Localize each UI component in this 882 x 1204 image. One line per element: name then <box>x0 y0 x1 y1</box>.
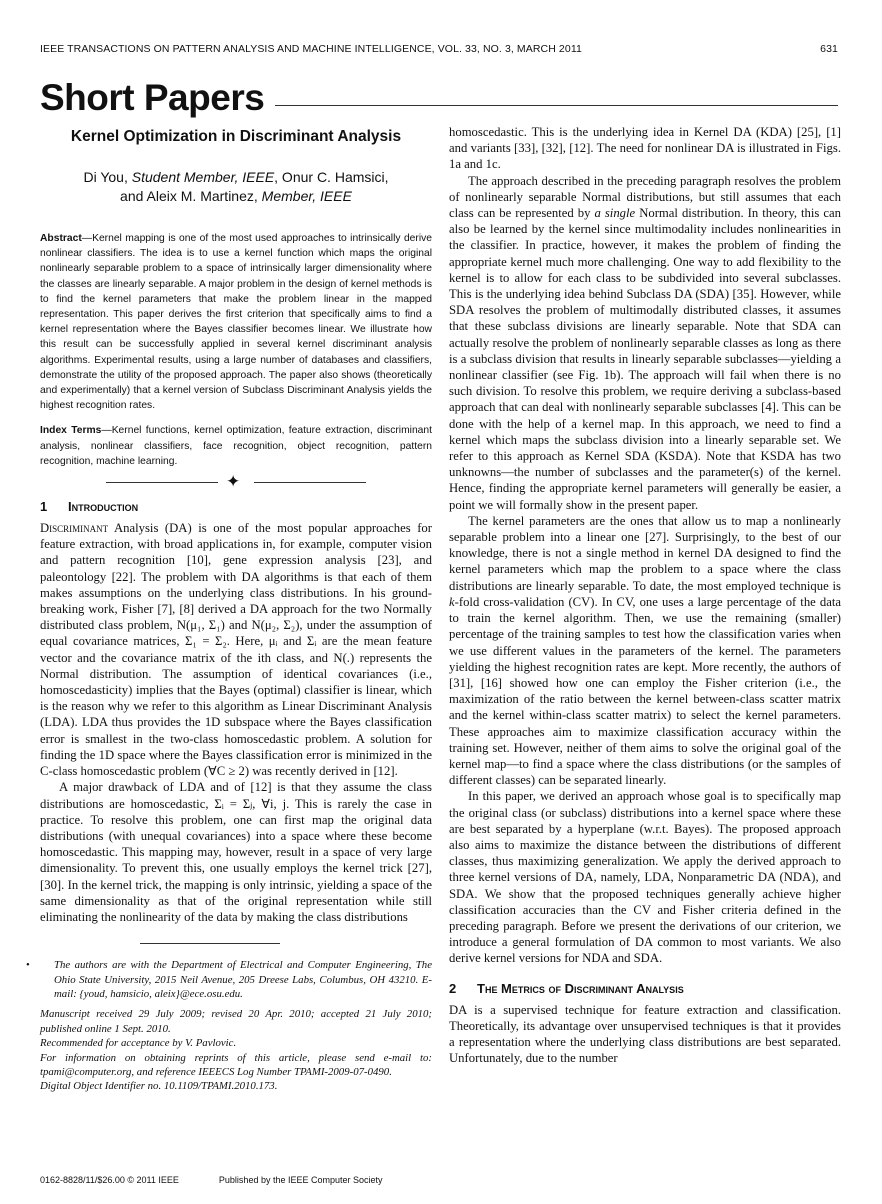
running-header <box>40 43 838 59</box>
page-footer <box>40 1175 423 1185</box>
issn-copyright: 0162-8828/11/$26.00 © 2011 IEEE <box>40 1175 179 1185</box>
index-terms-text: —Kernel functions, kernel optimization, feature extraction, discriminant analysis, nonlinear classifiers, face recognition, object recognition, pattern recognition, machine learning. <box>40 425 432 467</box>
left-column <box>26 124 432 1094</box>
right-column <box>449 124 841 1066</box>
paragraph: homoscedastic. This is the underlying idea in Kernel DA (KDA) [25], [1] and variants [33], [32], [12]. The need for nonlinear DA is illustrated in Figs. 1a and 1c. <box>449 125 841 172</box>
footnote-affiliation: • The authors are with the Department of Electrical and Computer Engineering, The Ohio State University, 2015 Neil Avenue, 205 Dreese Labs, Columbus, OH 43210. E-mail: {youd, hamsicio, aleix}@ece.osu.edu. <box>26 959 432 1000</box>
index-terms <box>40 423 432 469</box>
paragraph: The approach described in the preceding paragraph resolves the problem of nonlinearly separable Normal distributions, but still assumes that each class can be represented by a single Normal distribution. In theory, this can also be learned by the kernel since multimodality includes nonlinearities in the classifier. In practice, however, it makes the problem of finding the appropriate kernel much more challenging. One way to add flexibility to the kernel is to allow for each class to be subdivided into several subclasses. This is the underlying idea behind Subclass DA (SDA) [35]. However, while SDA resolves the problem of multimodally distributed classes, it assumes that these subclass divisions are linearly separable. Note that SDA can actually resolve the problem of nonlinearly separable classes as long as there is a subclass division that results in linearly separable subclasses—yielding a nonlinear classifier (see Fig. 1b). The approach will fail when there is no such division. To resolve this problem, we require deriving a subclass-based approach that can deal with nonlinearly separable subclasses [4]. This can be done with the help of a kernel map. In this approach, we need to find a kernel which maps the subclass division into a linearly separable set. We refer to this approach as Kernel SDA (KSDA). Note that KSDA has two unknowns—the number of subclasses and the parameter(s) of the kernel. Hence, finding the appropriate kernel parameters will generally be easier, a point we will formally show in the present paper. <box>449 173 841 512</box>
section-1-body-left <box>40 520 432 925</box>
footnotes <box>26 958 432 1094</box>
abstract-label: Abstract <box>40 233 82 244</box>
section-1-body-right <box>449 124 841 967</box>
abstract <box>40 231 432 413</box>
diamond-icon: ✦ <box>226 472 241 493</box>
index-terms-label: Index Terms <box>40 425 102 437</box>
paragraph: The kernel parameters are the ones that allow us to map a nonlinearly separable problem into a linear one [27]. Surprisingly, to the best of our knowledge, there is not a single method in kernel DA designed to find the kernel parameters which map the problem to a space where the class distributions are linearly separable. To date, the most employed technique is k-fold cross-validation (CV). In CV, one uses a large percentage of the data to train the kernel algorithm. Then, we use the remaining (smaller) percentage of the training samples to test how the classification varies when we use different values in the parameters of the kernel. The parameters yielding the highest recognition rates are kept. More recently, the authors of [31], [16] showed how one can employ the Fisher criterion (i.e., the maximization of the ratio between the kernel between-class scatter matrix and the kernel within-class scatter matrix) to select the kernel parameters. These approaches aim to maximize classification accuracy within the training set. However, neither of them aims to solve the original goal of the kernel map—to find a space where the class distributions (or the samples of different classes) can be separated linearly. <box>449 513 841 788</box>
footnote-reprints: For information on obtaining reprints of this article, please send e-mail to: tpami@computer.org, and reference IEEECS Log Number TPAMI-2009-07-0490. <box>40 1051 432 1078</box>
section-banner: Short Papers <box>40 77 265 118</box>
section-divider <box>40 472 432 493</box>
paragraph: Discriminant Analysis (DA) is one of the most popular approaches for feature extraction, with broad applications in, for example, computer vision and pattern recognition [10], gene expression analysis [23], and paleontology [22]. The problem with DA algorithms is that each of them makes assumptions on the underlying class distributions. In his ground-breaking work, Fisher [7], [8] derived a DA approach for the two Normally distributed class problem, N(μ₁, Σ₁) and N(μ₂, Σ₂), under the assumption of equal covariance matrices, Σ₁ = Σ₂. Here, μᵢ and Σᵢ are the mean feature vector and the covariance matrix of the ith class, and N(.) represents the Normal distribution. The assumption of identical covariances (i.e., homoscedasticity) implies that the Bayes (optimal) classifier is linear, which is the reason why we refer to this algorithm as Linear Discriminant Analysis (LDA). LDA thus provides the 1D subspace where the Bayes classification error is smallest in the two-class homoscedastic problem. A solution for finding the 1D space where the Bayes classification error is minimized in the C-class homoscedastic problem (∀C ≥ 2) was recently derived in [12]. <box>40 521 432 779</box>
section-1-heading: 1 Introduction <box>40 499 139 515</box>
banner-rule <box>275 105 838 106</box>
journal-header: IEEE TRANSACTIONS ON PATTERN ANALYSIS AND MACHINE INTELLIGENCE, VOL. 33, NO. 3, MARCH 2011 <box>40 43 582 55</box>
authors: Di You, Student Member, IEEE, Onur C. Hamsici, and Aleix M. Martinez, Member, IEEE <box>83 169 389 204</box>
paragraph: In this paper, we derived an approach whose goal is to specifically map the original class (or subclass) distributions into a kernel space where these are best separated by a hyperplane (w.r.t. Bayes). The proposed approach also aims to maximize the distance between the distributions of different classes, thus maximizing generalization. We apply the derived approach to three kernel versions of DA, namely, LDA, Nonparametric DA (NDA), and SDA. We show that the proposed techniques generally achieve higher classification accuracies than the CV and Fisher criteria defined in the preceding paragraph. Before we present the derivations of our criterion, we introduce a general formulation of DA common to most variants. We also derive kernel versions for NDA and SDA. <box>449 789 841 966</box>
abstract-text: —Kernel mapping is one of the most used approaches to intrinsically derive nonlinear classifiers. The idea is to use a kernel function which maps the original nonlinearly separable problem to a space of intrinsically larger dimensionality where the classes are linearly separable. A major problem in the design of kernel methods is to find the kernel parameters that make the problem linear in the mapped representation. This paper derives the first criterion that specifically aims to find a kernel representation where the Bayes classifier becomes linear. We illustrate how this result can be successfully applied in several kernel discriminant analysis algorithms. Experimental results, using a large number of databases and classifiers, demonstrate the utility of the proposed approach. The paper also shows (theoretically and experimentally) that a kernel version of Subclass Discriminant Analysis yields the highest recognition rates. <box>40 233 432 412</box>
footnote-doi: Digital Object Identifier no. 10.1109/TPAMI.2010.173. <box>40 1080 278 1093</box>
section-2-body <box>449 1002 841 1067</box>
footnote-recommended: Recommended for acceptance by V. Pavlovic. <box>40 1037 237 1050</box>
paper-title: Kernel Optimization in Discriminant Analysis <box>70 128 402 145</box>
page-number: 631 <box>820 43 838 55</box>
section-2-heading: 2 The Metrics of Discriminant Analysis <box>449 980 684 996</box>
footnote-rule <box>140 943 280 944</box>
divider-line-left <box>106 482 218 483</box>
divider-line-right <box>254 482 366 483</box>
publisher: Published by the IEEE Computer Society <box>218 1175 383 1185</box>
footnote-received: Manuscript received 29 July 2009; revised 20 Apr. 2010; accepted 21 July 2010; published online 1 Sept. 2010. <box>40 1008 432 1035</box>
paragraph: DA is a supervised technique for feature extraction and classification. Theoretically, its advantage over unsupervised techniques is that it provides a representation where the underlying class distributions are best separated. Unfortunately, due to the number <box>449 1002 841 1066</box>
paragraph: A major drawback of LDA and of [12] is that they assume the class distributions are homoscedastic, Σᵢ = Σⱼ, ∀i, j. This is rarely the case in practice. To resolve this problem, one can first map the original data distributions (with unequal covariances) into a space where these become homoscedastic. This mapping may, however, result in a space of very large dimensionality. To prevent this, one usually employs the kernel trick [27], [30]. In the kernel trick, the mapping is only intrinsic, yielding a space of the same dimensionality as that of the original representation while still eliminating the nonlinearity of the data by making the class distributions <box>40 780 432 924</box>
bullet-icon: • <box>26 959 30 972</box>
